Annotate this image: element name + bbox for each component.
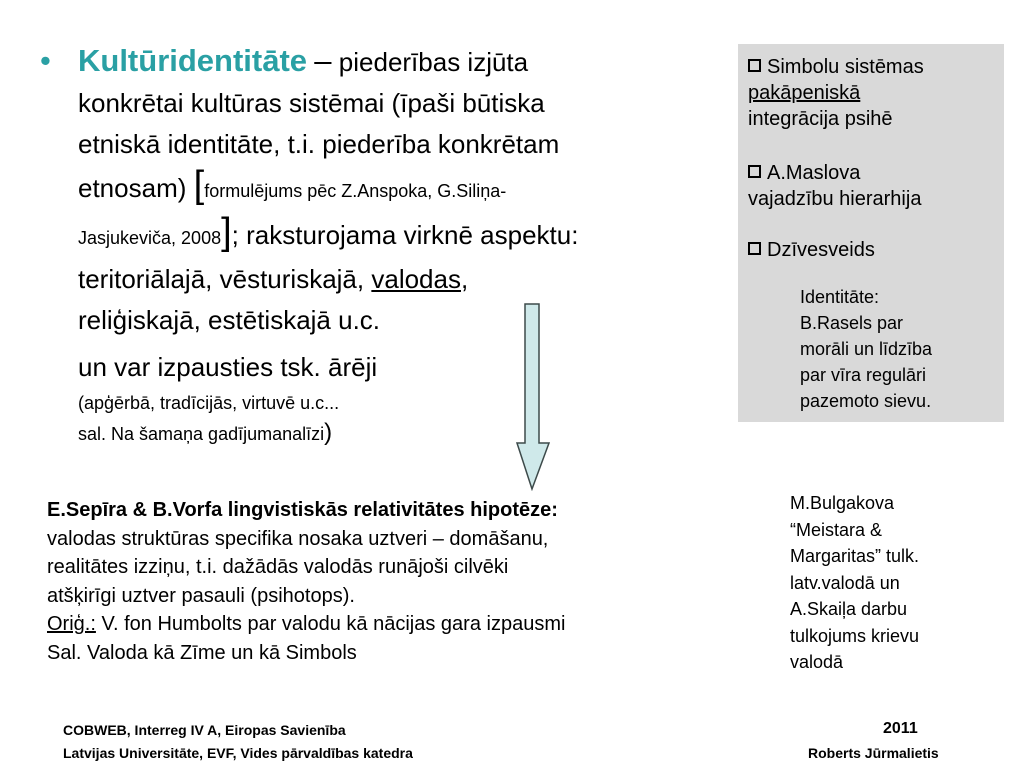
main-line-8: un var izpausties tsk. ārēji bbox=[78, 352, 378, 382]
hypothesis-origin: Oriģ.: V. fon Humbolts par valodu kā nācijas gara izpausmi bbox=[47, 613, 566, 635]
main-line-5: Jasjukeviča, 2008]; raksturojama virknē aspektu: bbox=[78, 211, 579, 253]
footer-project: COBWEB, Interreg IV A, Eiropas Savienība bbox=[63, 722, 346, 738]
main-line-7: reliģiskajā, estētiskajā u.c. bbox=[78, 305, 381, 335]
term-heading: Kultūridentitāte bbox=[78, 43, 308, 78]
side-note-identity: Identitāte: B.Rasels par morāli un līdzība par vīra regulāri pazemoto sievu. bbox=[800, 287, 933, 411]
main-line-1: Kultūridentitāte – piederības izjūta bbox=[78, 43, 529, 78]
hypothesis-block bbox=[47, 496, 727, 667]
footer-institution: Latvijas Universitāte, EVF, Vides pārvaldības katedra bbox=[63, 745, 413, 761]
side-item-lifestyle: Dzīvesveids bbox=[748, 237, 875, 263]
hypothesis-line-4: atšķirīgi uztver pasauli (psihotops). bbox=[47, 584, 355, 607]
hypothesis-line-6: Sal. Valoda kā Zīme un kā Simbols bbox=[47, 641, 357, 664]
main-bullet-block bbox=[40, 40, 740, 449]
hypothesis-title: E.Sepīra & B.Vorfa lingvistiskās relativitātes hipotēze: bbox=[47, 499, 558, 521]
down-arrow-icon bbox=[515, 303, 551, 491]
main-line-9: (apģērbā, tradīcijās, virtuvē u.c... bbox=[78, 393, 340, 413]
main-line-10: sal. Na šamaņa gadījumanalīzi) bbox=[78, 419, 333, 446]
side-box bbox=[738, 44, 1004, 422]
checkbox-bullet-icon bbox=[748, 165, 761, 178]
hypothesis-line-2: valodas struktūras specifika nosaka uztveri – domāšanu, bbox=[47, 527, 549, 550]
main-line-4: etnosam) [formulējums pēc Z.Anspoka, G.Siliņa- bbox=[78, 164, 507, 206]
bullet-dot: • bbox=[40, 43, 51, 78]
main-line-2: konkrētai kultūras sistēmai (īpaši būtiska bbox=[78, 88, 545, 118]
side-item-maslow: A.Maslova vajadzību hierarhija bbox=[748, 162, 922, 210]
hypothesis-line-3: realitātes izziņu, t.i. dažādās valodās runājoši cilvēki bbox=[47, 556, 509, 578]
side-item-symbol-systems: Simbolu sistēmas pakāpeniskā integrācija psihē bbox=[748, 56, 924, 130]
citation: formulējums pēc Z.Anspoka, G.Siliņa- bbox=[204, 181, 507, 201]
checkbox-bullet-icon bbox=[748, 59, 761, 72]
checkbox-bullet-icon bbox=[748, 242, 761, 255]
footer-year: 2011 bbox=[883, 720, 918, 737]
footer-author: Roberts Jūrmalietis bbox=[808, 745, 939, 761]
underlined-valodas: valodas bbox=[371, 264, 461, 294]
bulgakov-note: M.Bulgakova “Meistara & Margaritas” tulk. latv.valodā un A.Skaiļa darbu tulkojums krievu valodā bbox=[790, 493, 920, 672]
main-bullet-text bbox=[78, 40, 740, 449]
main-line-3: etniskā identitāte, t.i. piederība konkrētam bbox=[78, 129, 560, 159]
main-line-6: teritoriālajā, vēsturiskajā, valodas, bbox=[78, 264, 469, 294]
